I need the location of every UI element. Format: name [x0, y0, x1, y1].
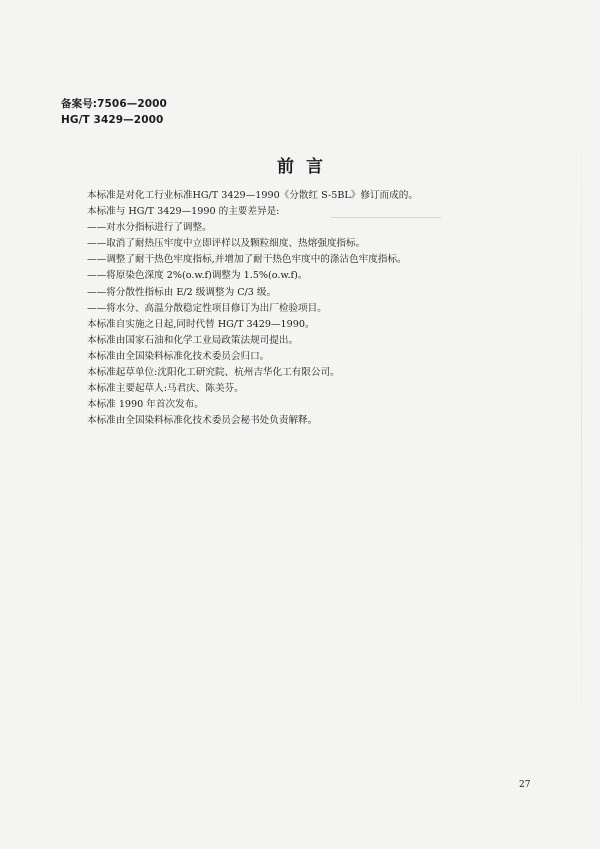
paragraph-line: ——取消了耐热压牢度中立即评样以及颗粒细度、热熔强度指标。: [87, 238, 366, 250]
paragraph-line: ——调整了耐干热色牢度指标,并增加了耐干热色牢度中的涤沾色牢度指标。: [87, 254, 407, 266]
paragraph-line: ——将原染色深度 2%(o.w.f)调整为 1.5%(o.w.f)。: [87, 270, 308, 282]
paragraph-line: 本标准主要起草人:马君庆、陈美芬。: [87, 383, 244, 395]
paragraph-line: 本标准由全国染料标准化技术委员会归口。: [87, 350, 270, 362]
paragraph-line: ——将分散性指标由 E/2 级调整为 C/3 级。: [87, 286, 277, 298]
paragraph-line: 本标准 1990 年首次发布。: [87, 399, 204, 411]
paragraph-line: ——对水分指标进行了调整。: [87, 222, 212, 234]
paragraph-line: ——将水分、高温分散稳定性项目修订为出厂检验项目。: [87, 302, 327, 314]
paragraph-line: 本标准与 HG/T 3429—1990 的主要差异是:: [87, 206, 280, 218]
standard-number: HG/T 3429—2000: [61, 114, 164, 126]
paragraph-line: 本标准由全国染料标准化技术委员会秘书处负责解释。: [87, 415, 318, 427]
foreword-body: [87, 188, 527, 429]
paragraph-line: 本标准起草单位:沈阳化工研究院、杭州吉华化工有限公司。: [87, 367, 340, 379]
paragraph-line: 本标准由国家石油和化学工业局政策法规司提出。: [87, 334, 299, 346]
scan-artifact-line: [331, 217, 441, 218]
scan-artifact-edge: [581, 150, 582, 710]
page-number: 27: [519, 780, 531, 790]
paragraph-line: 本标准是对化工行业标准HG/T 3429—1990《分散红 S-5BL》修订而成的。: [87, 190, 418, 201]
page-title: 前言: [277, 157, 335, 177]
paragraph-line: 本标准自实施之日起,同时代替 HG/T 3429—1990。: [87, 318, 315, 330]
document-header: [61, 96, 167, 128]
record-number: 备案号:7506—2000: [61, 98, 167, 110]
